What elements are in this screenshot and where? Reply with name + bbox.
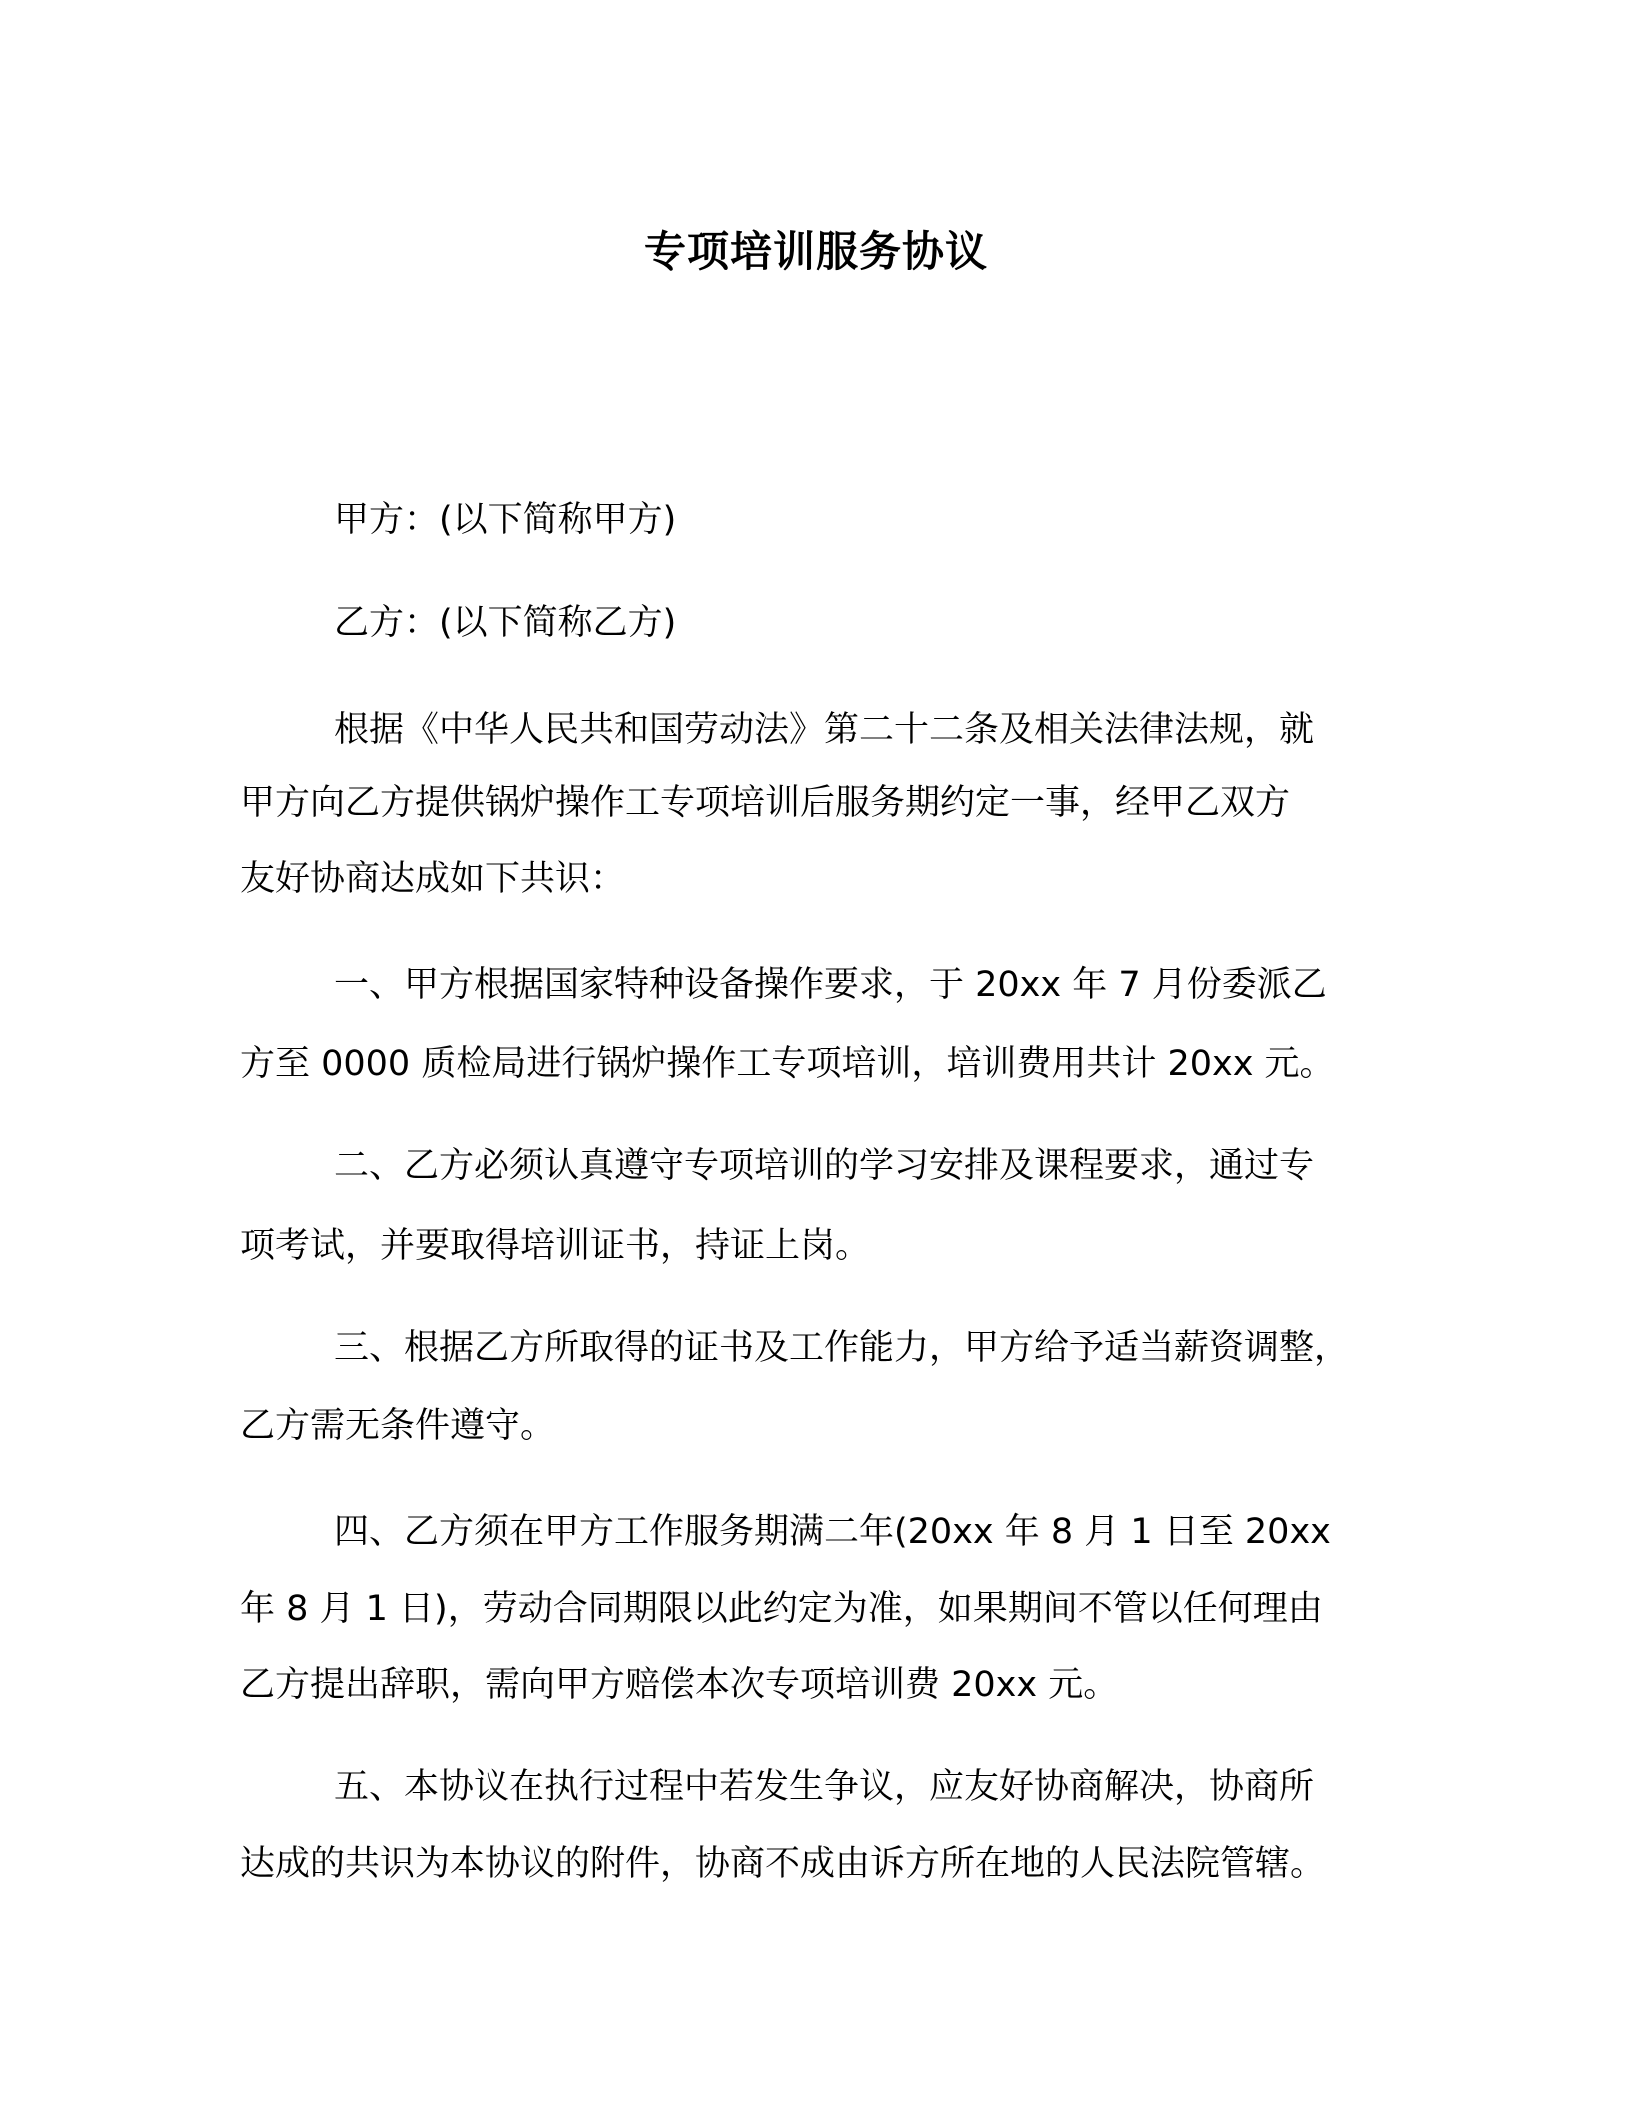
clause-4-line: 乙方提出辞职，需向甲方赔偿本次专项培训费 20xx 元。 (240, 1665, 1119, 1705)
clause-5-line: 达成的共识为本协议的附件，协商不成由诉方所在地的人民法院管辖。 (240, 1844, 1326, 1884)
clause-1-line: 方至 0000 质检局进行锅炉操作工专项培训，培训费用共计 20xx 元。 (240, 1044, 1335, 1084)
clause-3-line: 乙方需无条件遵守。 (240, 1406, 556, 1446)
clause-3-line: 三、根据乙方所取得的证书及工作能力，甲方给予适当薪资调整， (334, 1328, 1350, 1368)
clause-2-line: 二、乙方必须认真遵守专项培训的学习安排及课程要求，通过专 (334, 1146, 1315, 1186)
party-b-line: 乙方：(以下简称乙方) (334, 603, 677, 643)
clause-4-line: 四、乙方须在甲方工作服务期满二年(20xx 年 8 月 1 日至 20xx (334, 1512, 1331, 1552)
document-title: 专项培训服务协议 (643, 227, 988, 276)
clause-2-line: 项考试，并要取得培训证书，持证上岗。 (240, 1226, 871, 1266)
clause-5-line: 五、本协议在执行过程中若发生争议，应友好协商解决，协商所 (334, 1767, 1315, 1807)
preamble-line: 甲方向乙方提供锅炉操作工专项培训后服务期约定一事，经甲乙双方 (240, 783, 1291, 823)
clause-4-line: 年 8 月 1 日)，劳动合同期限以此约定为准，如果期间不管以任何理由 (240, 1589, 1323, 1629)
clause-1-line: 一、甲方根据国家特种设备操作要求，于 20xx 年 7 月份委派乙 (334, 965, 1327, 1005)
preamble-line: 友好协商达成如下共识： (240, 859, 626, 899)
party-a-line: 甲方：(以下简称甲方) (334, 500, 677, 540)
preamble-line: 根据《中华人民共和国劳动法》第二十二条及相关法律法规，就 (334, 710, 1315, 750)
